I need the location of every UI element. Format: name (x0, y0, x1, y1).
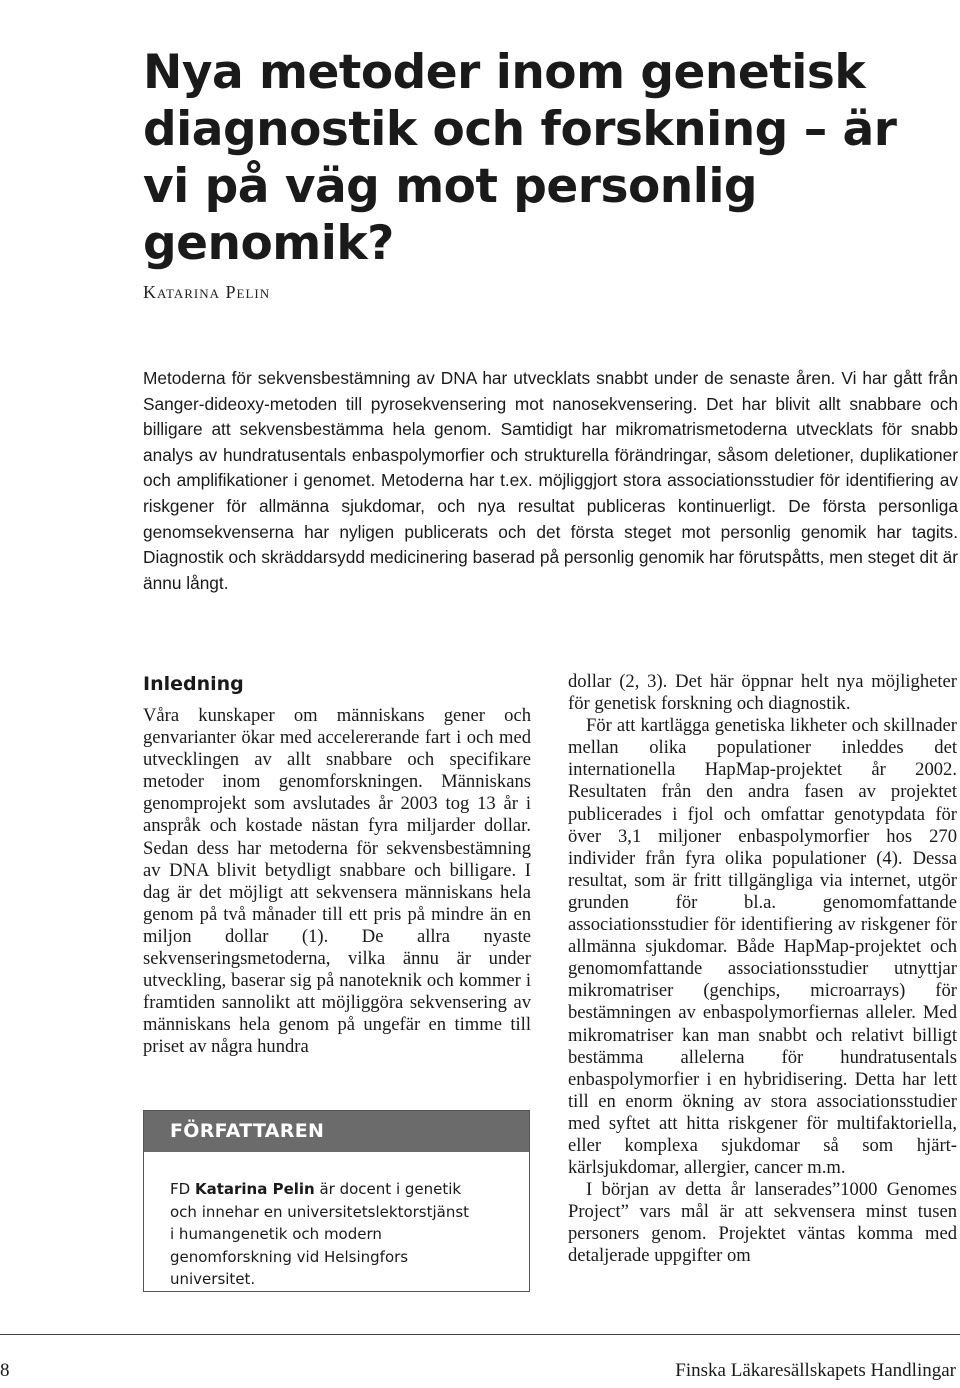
footer-divider (0, 1334, 960, 1335)
author-name: Katarina Pelin (143, 282, 271, 302)
journal-name: Finska Läkaresällskapets Handlingar (675, 1360, 956, 1381)
page-number: 8 (0, 1360, 10, 1381)
right-column (568, 671, 957, 1268)
author-info-box (143, 1110, 530, 1292)
body-paragraph: För att kartlägga genetiska likheter och skillnader mellan olika populationer inleddes det internationella HapMap-projektet år 2002. Resultaten från den andra fasen av projektet publicerades i fjol och omfattar genotypdata för över 3,1 miljoner enbaspolymorfier hos 270 individer från fyra olika populationer (4). Dessa resultat, som är fritt tillgängliga via internet, utgör grunden för bl.a. genomomfattande associationsstudier för identifiering av riskgener för allmänna sjukdomar. Både HapMap-projektet och genomomfattande associationsstudier utnyttjar mikromatriser (genchips, microarrays) för bestämningen av enbaspolymorfiernas alleler. Med mikromatriser kan man snabbt och relativt billigt bestämma allelerna för hundratusentals enbaspolymorfier i en hybridisering. Detta har lett till en enorm ökning av stora associationsstudier med syftet att hitta riskgener för multifaktoriella, eller komplexa sjukdomar så som hjärt-kärlsjukdomar, allergier, cancer m.m. (568, 715, 957, 1179)
author-box-prefix: FD (170, 1180, 191, 1198)
left-column (143, 670, 531, 1059)
author-box-description: är docent i genetik och innehar en universitetslektorstjänst i humangenetik och modern genomforskning vid Helsingfors universitet. (170, 1180, 470, 1288)
author-box-header: FÖRFATTAREN (144, 1111, 529, 1152)
section-heading-inledning: Inledning (143, 673, 244, 695)
author-box-name: Katarina Pelin (194, 1180, 315, 1198)
abstract: Metoderna för sekvensbestämning av DNA har utvecklats snabbt under de senaste åren. Vi har gått från Sanger-dideoxy-metoden till pyrosekvensering mot nanosekvensering. Det har blivit allt snabbare och billigare att sekvensbestämma hela genom. Samtidigt har mikromatrismetoderna utvecklats för snabb analys av hundratusentals enbaspolymorfier och strukturella förändringar, såsom deletioner, duplikationer och amplifikationer i genomet. Metoderna har t.ex. möjliggjort stora associationsstudier för identifiering av riskgener för allmänna sjukdomar, och nya resultat publiceras kontinuerligt. De första personliga genomsekvenserna har nyligen publicerats och det första steget mot personlig genomik har tagits. Diagnostik och skräddarsydd medicinering baserad på personlig genomik har förutspåtts, men steget dit är ännu långt. (143, 368, 958, 593)
body-paragraph: Våra kunskaper om människans gener och genvarianter ökar med accelererande fart i och med utvecklingen av allt snabbare och specifikare metoder inom genomforskningen. Människans genomprojekt som avslutades år 2003 tog 13 år i anspråk och kostade nästan fyra miljarder dollar. Sedan dess har metoderna för sekvensbestämning av DNA blivit betydligt snabbare och billigare. I dag är det möjligt att sekvensera människans hela genom på två månader till ett pris på mindre än en miljon dollar (1). De allra nyaste sekvenseringsmetoderna, vilka ännu är under utveckling, baserar sig på nanoteknik och kommer i framtiden sannolikt att möjliggöra sekvensering av människans hela genom på ungefär en timme till priset av några hundra (143, 705, 531, 1058)
body-paragraph: I början av detta år lanserades”1000 Genomes Project” vars mål är att sekvensera minst tusen personers genom. Projektet väntas komma med detaljerade uppgifter om (568, 1179, 957, 1267)
article-title: Nya metoder inom genetisk diagnostik och forskning – är vi på väg mot personlig genomik? (143, 45, 897, 271)
body-paragraph: dollar (2, 3). Det här öppnar helt nya möjligheter för genetisk forskning och diagnostik. (568, 671, 957, 715)
author-box-text (144, 1152, 498, 1291)
